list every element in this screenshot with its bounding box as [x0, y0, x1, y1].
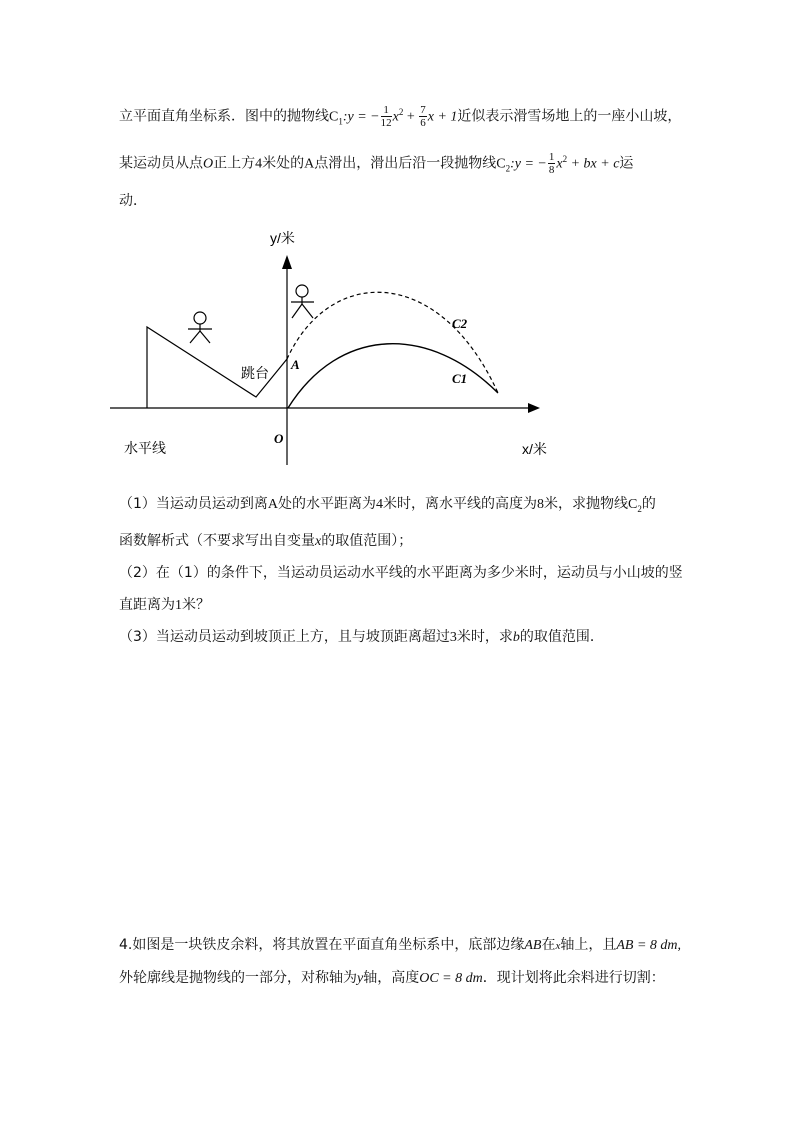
x-axis-arrow	[528, 403, 540, 413]
intro-line-1: 立平面直角坐标系．图中的抛物线$C_1:y$ = − $\frac{1}{12}$ $x^2$ + $\frac{7}{6}$ x + 1近似表示滑雪场地上的一座小山坡，	[119, 104, 682, 129]
intro-line-2: 某运动员从点O正上方4米处的A点滑出，滑出后沿一段抛物线$C_2:y$ = − $\frac{1}{8}$ $x^2$ + bx + c运	[119, 151, 634, 176]
x-axis-label: x/米	[522, 441, 547, 457]
skier-figure-2	[291, 285, 314, 318]
y-axis-arrow	[282, 255, 292, 269]
horizon-label: 水平线	[124, 440, 166, 456]
question-2-line-2: 直距离为1米？	[119, 597, 210, 613]
problem-4-line-2: 外轮廓线是抛物线的一部分，对称轴为y轴，高度OC = 8 dm．现计划将此余料进行切割：	[119, 970, 665, 986]
question-2-line-1: （2）在（1）的条件下，当运动员运动水平线的水平距离为多少米时，运动员与小山坡的竖	[119, 565, 683, 581]
skier-figure-1	[188, 312, 212, 343]
ramp-label: 跳台	[241, 365, 269, 381]
c2-label: C2	[452, 316, 468, 331]
question-1-line-1: （1）当运动员运动到离A处的水平距离为4米时，离水平线的高度为8米，求抛物线$C_2$的	[119, 496, 656, 514]
c1-label: C1	[452, 371, 468, 386]
fraction-1-8: $\frac{1}{8}$	[548, 151, 555, 176]
ski-slope-diagram	[110, 225, 550, 465]
question-3: （3）当运动员运动到坡顶正上方，且与坡顶距离超过3米时，求b的取值范围．	[119, 629, 604, 645]
fraction-7-6: $\frac{7}{6}$	[420, 104, 426, 129]
point-a-label: A	[291, 357, 300, 372]
problem-4-line-1: 4.如图是一块铁皮余料，将其放置在平面直角坐标系中，底部边缘AB在x轴上，且AB = 8 dm,	[119, 937, 682, 953]
origin-label: O	[274, 431, 284, 446]
intro-line-3: 动．	[119, 193, 147, 209]
question-1-line-2: 函数解析式（不要求写出自变量x的取值范围）；	[119, 533, 413, 549]
y-axis-label: y/米	[270, 230, 295, 246]
fraction-1-12: $\frac{1}{12}$	[380, 104, 392, 129]
